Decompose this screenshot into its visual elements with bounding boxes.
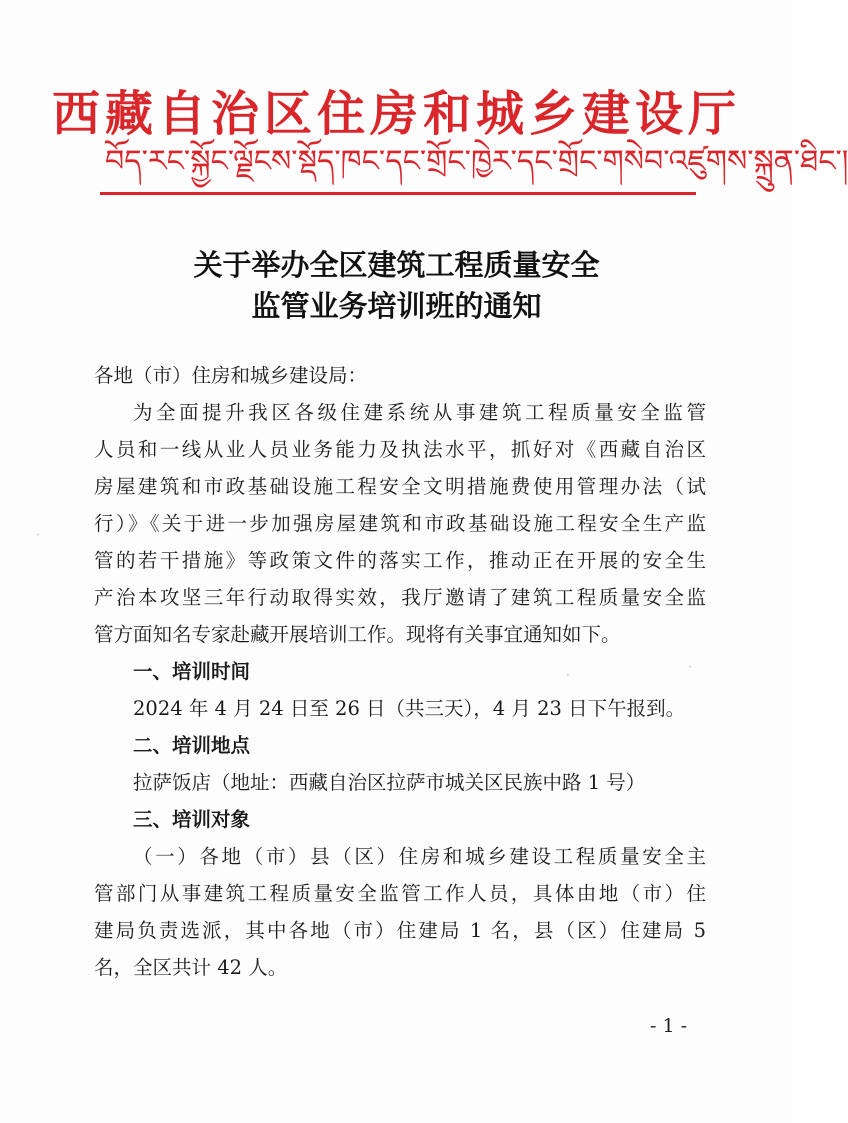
section-1-text: 2024 年 4 月 24 日至 26 日（共三天），4 月 23 日下午报到。 — [133, 697, 686, 720]
section-3-heading: 三、培训对象 — [133, 808, 251, 831]
paragraph-1-line-2: 人员和一线从业人员业务能力及执法水平，抓好对《西藏自治区 — [94, 438, 706, 461]
section-2-heading: 二、培训地点 — [133, 734, 251, 757]
letterhead-org-name-chinese: 西藏自治区住房和城乡建设厅 — [51, 86, 741, 142]
scan-speck: · — [688, 660, 692, 674]
document-title-line-1: 关于举办全区建筑工程质量安全 — [193, 248, 600, 282]
section-3-line-3: 建局负责选派，其中各地（市）住建局 1 名，县（区）住建局 5 — [94, 919, 706, 942]
document-title-line-2: 监管业务培训班的通知 — [251, 289, 542, 323]
paragraph-1-line-3: 房屋建筑和市政基础设施工程安全文明措施费使用管理办法（试 — [94, 475, 706, 498]
scan-speck: · — [566, 668, 570, 682]
section-1-heading: 一、培训时间 — [133, 660, 251, 683]
paragraph-1-line-4: 行）》《关于进一步加强房屋建筑和市政基础设施工程安全生产监 — [94, 512, 706, 535]
salutation: 各地（市）住房和城乡建设局： — [94, 364, 368, 387]
scan-speck: · — [36, 528, 40, 542]
document-body — [94, 357, 706, 986]
section-3-line-1: （一）各地（市）县（区）住房和城乡建设工程质量安全主 — [133, 845, 706, 868]
section-3-line-2: 管部门从事建筑工程质量安全监管工作人员，具体由地（市）住 — [94, 882, 706, 905]
paragraph-1-line-6: 产治本攻坚三年行动取得实效，我厅邀请了建筑工程质量安全监 — [94, 586, 706, 609]
paragraph-1-line-5: 管的若干措施》等政策文件的落实工作，推动正在开展的安全生 — [94, 549, 706, 572]
page-number: - 1 - — [650, 1015, 688, 1037]
paragraph-1-line-7: 管方面知名专家赴藏开展培训工作。现将有关事宜通知如下。 — [94, 623, 621, 646]
letterhead-org-name-tibetan: བོད་རང་སྐྱོང་ལྗོངས་སྡོད་ཁང་དང་གྲོང་ཁྱེར་དང་གྲོང་གསེབ་འཛུགས་སྐྲུན་ཐིང་། — [105, 144, 848, 179]
section-3-line-4: 名，全区共计 42 人。 — [94, 956, 288, 979]
paragraph-1-line-1: 为全面提升我区各级住建系统从事建筑工程质量安全监管 — [133, 401, 706, 424]
document-title — [0, 245, 793, 327]
letterhead-red-rule — [100, 192, 696, 195]
section-2-text: 拉萨饭店（地址：西藏自治区拉萨市城关区民族中路 1 号） — [133, 771, 646, 794]
